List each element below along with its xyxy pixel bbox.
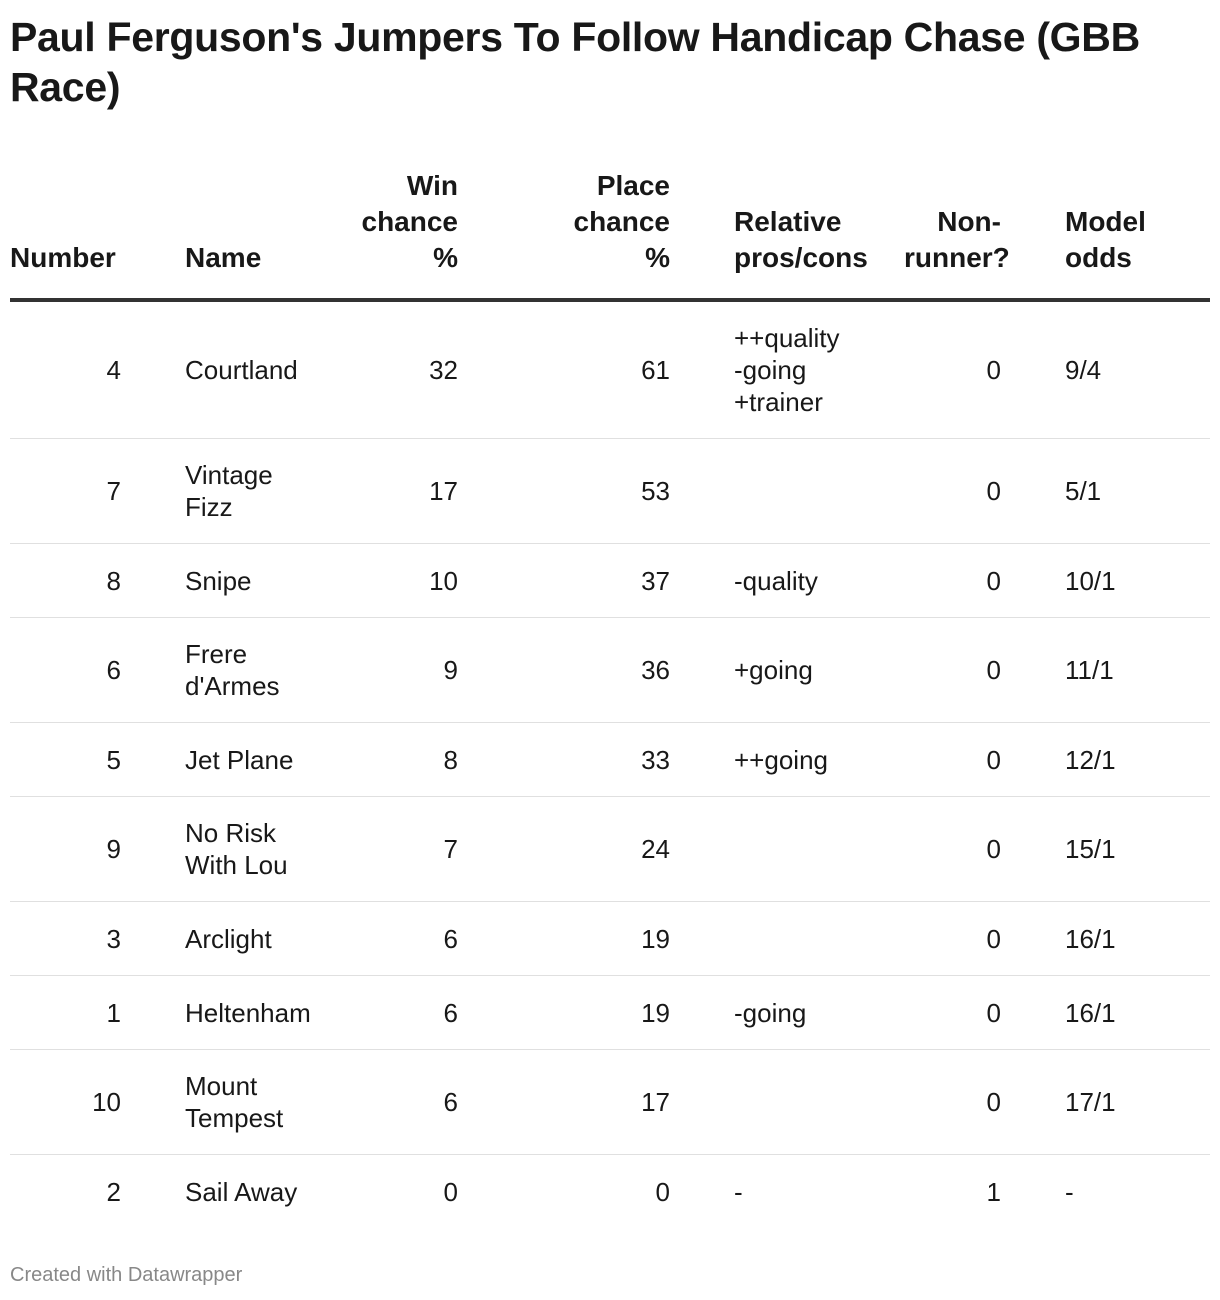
race-table	[10, 168, 1210, 1228]
table-row	[10, 439, 1210, 544]
table-row	[10, 618, 1210, 723]
cell-win-chance: 9	[335, 618, 498, 723]
cell-name-line: Mount	[185, 1071, 258, 1101]
cell-win-chance: 8	[335, 723, 498, 797]
cell-model-odds: 10/1	[1057, 544, 1210, 618]
table-row	[10, 976, 1210, 1050]
cell-pros-cons	[720, 797, 904, 902]
column-header-line: %	[645, 242, 670, 273]
cell-name	[185, 300, 335, 439]
cell-place-chance: 19	[498, 976, 720, 1050]
cell-number: 5	[10, 723, 185, 797]
cell-win-chance: 6	[335, 902, 498, 976]
chart-title: Paul Ferguson's Jumpers To Follow Handicap Chase (GBB Race)	[10, 14, 1140, 110]
cell-model-odds: 15/1	[1057, 797, 1210, 902]
column-header-line: odds	[1065, 242, 1132, 273]
cell-place-chance: 17	[498, 1050, 720, 1155]
cell-name-line: Frere	[185, 639, 248, 669]
column-header-win-chance[interactable]	[335, 168, 498, 300]
cell-win-chance: 7	[335, 797, 498, 902]
cell-model-odds: 16/1	[1057, 902, 1210, 976]
cell-name-line: Jet Plane	[185, 744, 294, 775]
cell-name	[185, 976, 335, 1050]
cell-name	[185, 1050, 335, 1155]
cell-name-line: Tempest	[185, 1103, 284, 1133]
datawrapper-credit: Created with Datawrapper	[10, 1264, 243, 1286]
cell-model-odds: 9/4	[1057, 300, 1210, 439]
column-header-line: pros/cons	[734, 242, 868, 273]
cell-pros-cons	[720, 544, 904, 618]
cell-name-line: Heltenham	[185, 997, 311, 1028]
cell-pros-cons	[720, 1155, 904, 1229]
table-row	[10, 1050, 1210, 1155]
cell-win-chance: 32	[335, 300, 498, 439]
cell-model-odds: -	[1065, 1176, 1074, 1207]
cell-non-runner: 1	[986, 1176, 1001, 1207]
column-header-line: Place	[596, 170, 670, 201]
column-header-line: Number	[10, 242, 116, 273]
table-row	[10, 544, 1210, 618]
cell-name	[185, 1155, 335, 1229]
cell-name-line: Sail Away	[185, 1176, 298, 1207]
cell-non-runner: 0	[904, 544, 1057, 618]
cell-win-chance: 6	[335, 976, 498, 1050]
cell-name-line: Vintage	[185, 460, 273, 490]
column-header-line: Relative	[734, 206, 842, 237]
cell-non-runner: 0	[904, 618, 1057, 723]
cell-name	[185, 902, 335, 976]
cell-win-chance: 6	[335, 1050, 498, 1155]
cell-place-chance: 53	[498, 439, 720, 544]
cell-number: 9	[10, 797, 185, 902]
cell-name	[185, 544, 335, 618]
cell-name	[185, 723, 335, 797]
cell-place-chance: 24	[498, 797, 720, 902]
cell-name	[185, 797, 335, 902]
cell-place-chance: 19	[498, 902, 720, 976]
table-row	[10, 300, 1210, 439]
column-header-place-chance[interactable]	[498, 168, 720, 300]
cell-non-runner: 0	[904, 902, 1057, 976]
cell-number: 10	[10, 1050, 185, 1155]
cell-model-odds: 5/1	[1057, 439, 1210, 544]
cell-non-runner: 0	[904, 1050, 1057, 1155]
cell-non-runner: 0	[904, 723, 1057, 797]
cell-number: 8	[10, 544, 185, 618]
cell-non-runner: 0	[904, 797, 1057, 902]
cell-name-line: No Risk	[185, 818, 277, 848]
cell-pros-cons-line: +trainer	[734, 387, 823, 417]
column-header-pros-cons[interactable]	[720, 168, 904, 300]
cell-name-line: Fizz	[185, 492, 233, 522]
cell-name-line: With Lou	[185, 850, 288, 880]
column-header-model-odds[interactable]	[1057, 168, 1210, 300]
column-header-line: Win	[406, 170, 458, 201]
cell-pros-cons-line: ++quality	[734, 323, 840, 353]
cell-number: 1	[10, 976, 185, 1050]
cell-win-chance: 10	[335, 544, 498, 618]
cell-model-odds: 17/1	[1057, 1050, 1210, 1155]
column-header-name[interactable]	[185, 168, 335, 300]
cell-win-chance: 17	[335, 439, 498, 544]
cell-place-chance: 61	[498, 300, 720, 439]
column-header-line: chance	[573, 206, 670, 237]
cell-name-line: d'Armes	[185, 671, 280, 701]
cell-pros-cons	[720, 976, 904, 1050]
cell-name-line: Courtland	[185, 355, 298, 385]
cell-non-runner: 0	[904, 300, 1057, 439]
cell-pros-cons-line: -going	[734, 355, 807, 385]
table-row	[10, 902, 1210, 976]
cell-pros-cons-line: -quality	[734, 565, 818, 596]
cell-number: 7	[10, 439, 185, 544]
cell-name	[185, 618, 335, 723]
chart-container	[10, 0, 1210, 1286]
cell-number: 6	[10, 618, 185, 723]
column-header-number[interactable]	[10, 168, 185, 300]
cell-number: 3	[10, 902, 185, 976]
cell-non-runner: 0	[904, 439, 1057, 544]
cell-pros-cons	[720, 300, 904, 439]
cell-pros-cons-line: +going	[734, 655, 813, 685]
cell-name-line: Arclight	[185, 923, 272, 954]
cell-place-chance: 33	[498, 723, 720, 797]
cell-name	[185, 439, 335, 544]
cell-name-line: Snipe	[185, 565, 252, 596]
column-header-line: runner?	[904, 242, 1010, 273]
cell-pros-cons	[720, 1050, 904, 1155]
cell-pros-cons	[720, 439, 904, 544]
cell-pros-cons-line: -	[734, 1176, 743, 1207]
cell-pros-cons-line: -going	[734, 997, 807, 1028]
column-header-line: Model	[1065, 206, 1146, 237]
cell-model-odds: 12/1	[1057, 723, 1210, 797]
cell-number: 4	[10, 300, 185, 439]
table-body	[10, 300, 1210, 1228]
cell-model-odds: 11/1	[1057, 618, 1210, 723]
cell-pros-cons	[720, 618, 904, 723]
table-row	[10, 797, 1210, 902]
cell-pros-cons	[720, 902, 904, 976]
column-header-line: chance	[361, 206, 458, 237]
cell-pros-cons-line: ++going	[734, 744, 828, 775]
column-header-non-runner[interactable]	[904, 168, 1057, 300]
cell-win-chance: 0	[443, 1176, 458, 1207]
table-row	[10, 1155, 1210, 1229]
column-header-line: Name	[185, 242, 262, 273]
cell-place-chance: 36	[498, 618, 720, 723]
cell-number: 2	[106, 1176, 121, 1207]
column-header-line: Non-	[937, 206, 1001, 237]
cell-non-runner: 0	[904, 976, 1057, 1050]
cell-place-chance: 0	[655, 1176, 670, 1207]
cell-pros-cons	[720, 723, 904, 797]
column-header-line: %	[433, 242, 458, 273]
table-row	[10, 723, 1210, 797]
cell-place-chance: 37	[498, 544, 720, 618]
cell-model-odds: 16/1	[1057, 976, 1210, 1050]
header-row	[10, 168, 1210, 300]
